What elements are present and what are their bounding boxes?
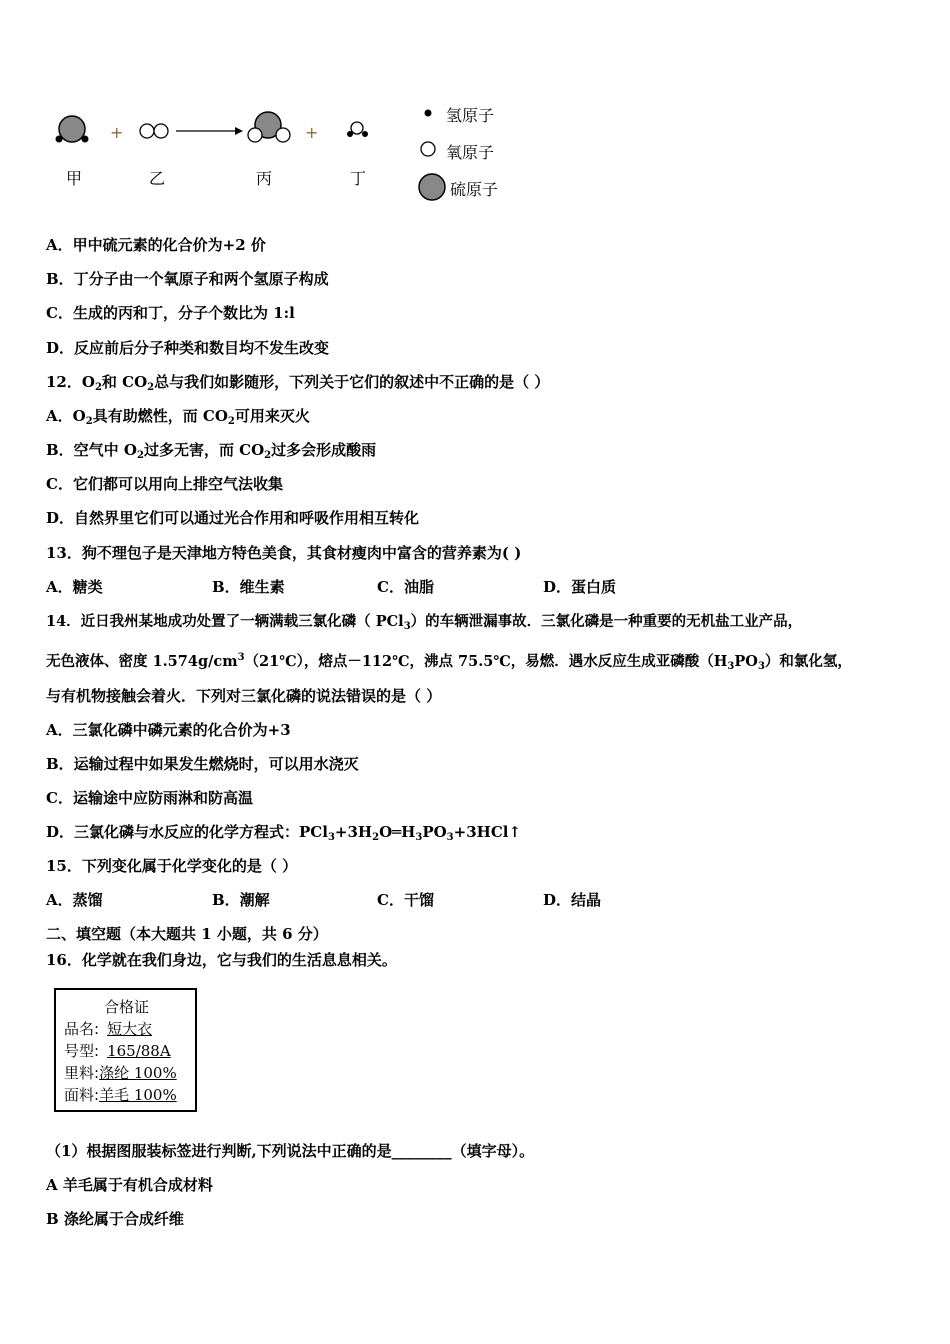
q11-option-c: C．生成的丙和丁，分子个数比为 1:l: [46, 304, 295, 322]
q11-option-d: D．反应前后分子种类和数目均不发生改变: [46, 339, 330, 357]
q14-option-b: B．运输过程中如果发生燃烧时，可以用水浇灭: [46, 755, 359, 773]
plus-sign-2: +: [305, 123, 319, 142]
q13-option-c: C．油脂: [377, 578, 434, 596]
tag-fabric-row: 面料:羊毛 100%: [64, 1086, 177, 1104]
q14-stem-line1: 14．近日我州某地成功处置了一辆满载三氯化磷（ PCl$_3$）的车辆泄漏事故．三氯化磷是一种重要的无机盐工业产品，: [46, 613, 803, 632]
q16-sub1: （1）根据图服装标签进行判断,下列说法中正确的是________（填字母）。: [46, 1142, 535, 1160]
legend-oxygen-icon: [421, 142, 435, 156]
q13-option-d: D．蛋白质: [543, 578, 617, 596]
q15-option-d: D．结晶: [543, 891, 602, 909]
q14-option-d: D．三氯化磷与水反应的化学方程式：$PCl_3+3H_2O═H_3PO_3+3HCl↑$: [46, 823, 522, 843]
q12-option-d: D．自然界里它们可以通过光合作用和呼吸作用相互转化: [46, 509, 420, 527]
q15-stem: 15．下列变化属于化学变化的是（ ）: [46, 857, 298, 875]
tag-lining-row: 里料:涤纶 100%: [64, 1064, 177, 1082]
molecule-ding-icon: [347, 122, 368, 137]
q15-option-a: A．蒸馏: [46, 891, 103, 909]
q12-option-c: C．它们都可以用向上排空气法收集: [46, 475, 283, 493]
q15-option-b: B．潮解: [212, 891, 270, 909]
q13-option-a: A．糖类: [46, 578, 103, 596]
legend-oxygen-label: 氧原子: [446, 143, 495, 162]
reaction-arrow-icon: [176, 127, 243, 135]
molecule-yi-icon: [140, 124, 168, 138]
tag-name-row: 品名: 短大衣: [64, 1020, 153, 1038]
label-jia: 甲: [66, 169, 83, 188]
q15-option-c: C．干馏: [377, 891, 434, 909]
plus-sign-1: +: [110, 123, 124, 142]
tag-size-row: 号型: 165/88A: [64, 1042, 171, 1060]
legend-sulfur-label: 硫原子: [450, 180, 499, 199]
q11-option-b: B．丁分子由一个氧原子和两个氢原子构成: [46, 270, 329, 288]
q14-option-a: A．三氯化磷中磷元素的化合价为+3: [46, 721, 291, 739]
label-bing: 丙: [256, 169, 273, 188]
molecule-jia-icon: [56, 116, 89, 143]
q13-stem: 13．狗不理包子是天津地方特色美食，其食材瘦肉中富含的营养素为( ): [46, 544, 522, 562]
label-yi: 乙: [149, 169, 166, 188]
label-ding: 丁: [350, 169, 367, 188]
q16-stem: 16．化学就在我们身边，它与我们的生活息息相关。: [46, 951, 397, 969]
q12-option-a: A．$O_2$具有助燃性，而 $CO_2$可用来灭火: [46, 407, 310, 427]
legend-sulfur-icon: [419, 174, 445, 200]
section-heading: 二、填空题（本大题共 1 小题，共 6 分）: [46, 925, 328, 943]
q14-stem-line3: 与有机物接触会着火．下列对三氯化磷的说法错误的是（ ）: [46, 687, 442, 705]
legend-hydrogen-label: 氢原子: [446, 106, 495, 125]
q13-option-b: B．维生素: [212, 578, 285, 596]
q14-stem-line2: 无色液体、密度 $1.574g/cm^3(21℃)$，熔点－112℃，沸点 75.5℃，易燃．遇水反应生成亚磷酸$(H_3PO_3)$和氯化氢，: [46, 652, 852, 672]
q12-option-b: B．空气中 $O_2$过多无害，而 $CO_2$过多会形成酸雨: [46, 441, 377, 461]
tag-title: 合格证: [104, 998, 150, 1016]
q14-option-c: C．运输途中应防雨淋和防高温: [46, 789, 253, 807]
q11-option-a: A．甲中硫元素的化合价为+2 价: [46, 236, 266, 254]
q16-option-a: A 羊毛属于有机合成材料: [46, 1176, 213, 1194]
legend-hydrogen-icon: [425, 110, 432, 117]
clothing-tag: [54, 988, 197, 1112]
q16-option-b: B 涤纶属于合成纤维: [46, 1210, 184, 1228]
q12-stem: 12．$O_2$和 $CO_2$总与我们如影随形，下列关于它们的叙述中不正确的是（ ）: [46, 373, 550, 393]
molecule-bing-icon: [248, 112, 290, 142]
